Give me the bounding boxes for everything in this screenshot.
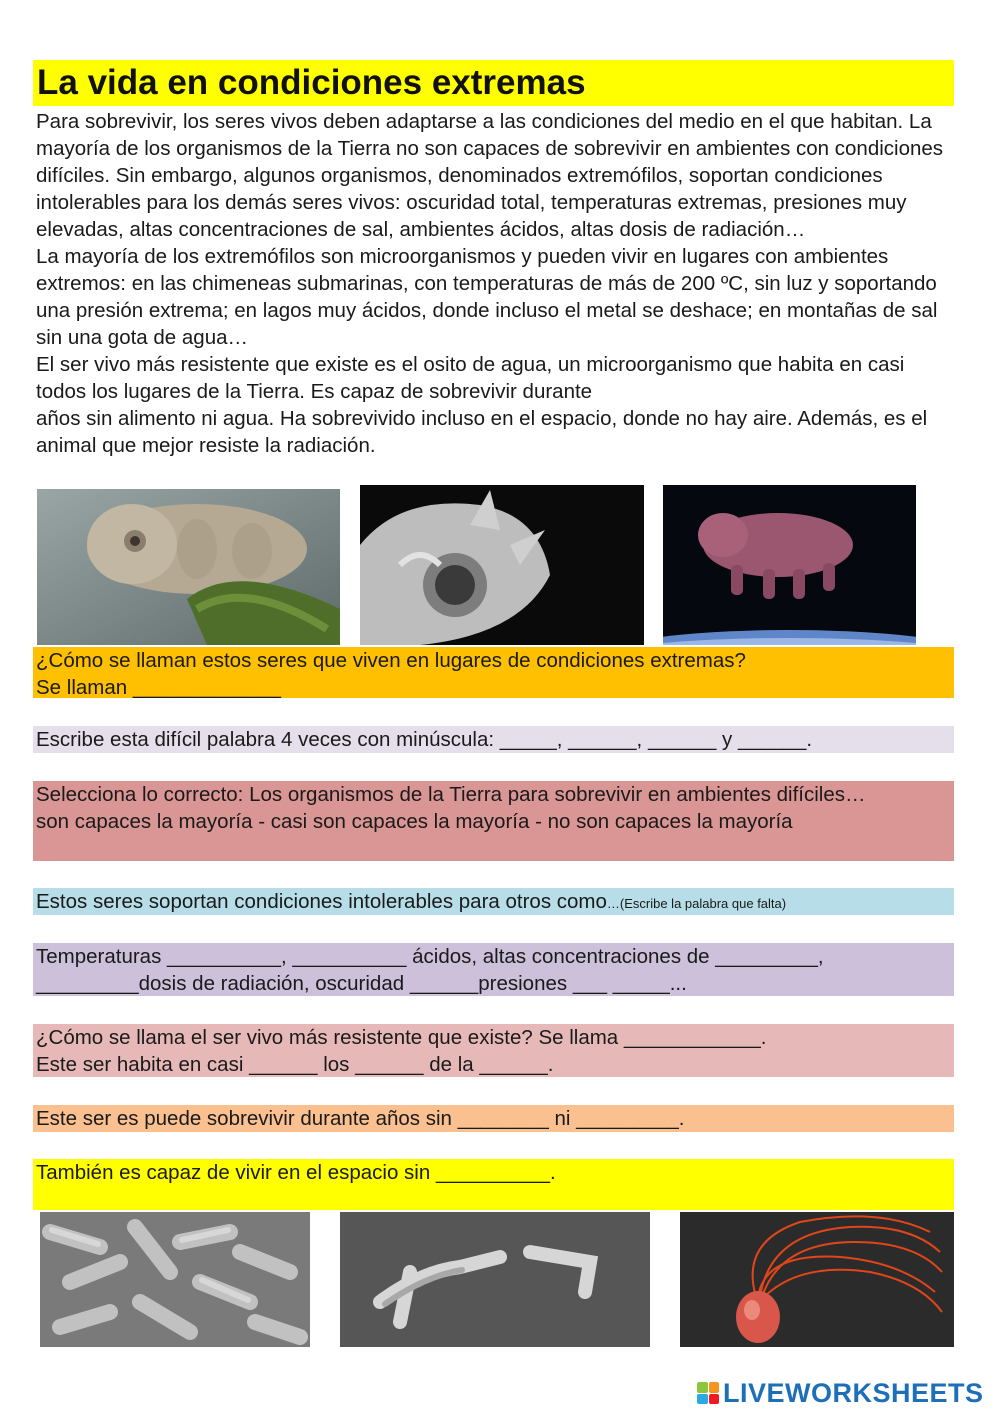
answer-field-word-four-times[interactable]: Escribe esta difícil palabra 4 veces con minúscula: _____, ______, ______ y ______. [36, 728, 813, 751]
answer-field-extremophiles[interactable]: Se llaman _____________ [36, 676, 282, 699]
answer-field-survive-without[interactable]: Este ser es puede sobrevivir durante años sin ________ ni _________. [36, 1107, 685, 1130]
answer-field-space[interactable]: También es capaz de vivir en el espacio sin __________. [36, 1161, 556, 1184]
question-text: Selecciona lo correcto: Los organismos de la Tierra para sobrevivir en ambientes difíciles… [36, 783, 866, 806]
tardigrade-moss-photo [37, 489, 340, 645]
select-options[interactable]: son capaces la mayoría - casi son capaces la mayoría - no son capaces la mayoría [36, 810, 793, 833]
question-conditions [33, 943, 954, 996]
hint-text: …(Escribe la palabra que falta) [606, 896, 787, 911]
answer-field-conditions-line1[interactable]: Temperaturas __________, __________ ácidos, altas concentraciones de _________, [36, 945, 824, 968]
question-missing-word [33, 888, 954, 915]
flagellated-bacterium-photo [680, 1212, 954, 1347]
question-select-correct [33, 781, 954, 861]
logo-icon [697, 1382, 719, 1404]
question-most-resistant [33, 1024, 954, 1077]
answer-field-missing-word[interactable]: Estos seres soportan condiciones intolerables para otros como [36, 890, 607, 913]
question-write-word [33, 726, 954, 753]
question-space [33, 1159, 954, 1210]
page-title: La vida en condiciones extremas [33, 60, 954, 106]
question-name-extremophiles [33, 647, 954, 698]
intro-paragraph-3: El ser vivo más resistente que existe es el osito de agua, un microorganismo que habita en casi todos los lugares de la Tierra. Es capaz de sobrevivir durante [36, 353, 905, 403]
tardigrade-space-photo [663, 485, 916, 645]
intro-paragraph-4: años sin alimento ni agua. Ha sobrevivido incluso en el espacio, donde no hay aire. Además, es el animal que mejor resiste la radiación. [36, 407, 928, 457]
logo-text: LIVEWORKSHEETS [723, 1377, 984, 1408]
answer-field-habitat[interactable]: Este ser habita en casi ______ los ______ de la ______. [36, 1053, 554, 1076]
liveworksheets-logo [697, 1378, 984, 1408]
question-text: ¿Cómo se llaman estos seres que viven en lugares de condiciones extremas? [36, 649, 746, 672]
answer-field-conditions-line2[interactable]: _________dosis de radiación, oscuridad ______presiones ___ _____... [36, 972, 687, 995]
intro-paragraph-1: Para sobrevivir, los seres vivos deben adaptarse a las condiciones del medio en el que habitan. La mayoría de los organismos de la Tierra no son capaces de sobrevivir en ambientes con condiciones difíciles. Sin embargo, algunos organismos, denominados extremófilos, soportan condiciones intolerables para los demás seres vivos: oscuridad total, temperaturas extremas, presiones muy elevadas, altas concentraciones de sal, ambientes ácidos, altas dosis de radiación… [36, 110, 944, 241]
intro-paragraph-2: La mayoría de los extremófilos son microorganismos y pueden vivir en lugares con ambientes extremos: en las chimeneas submarinas, con temperaturas de más de 200 ºC, sin luz y soportando una presión extrema; en lagos muy ácidos, donde incluso el metal se deshace; en montañas de sal sin una gota de agua… [36, 245, 938, 349]
bacilli-sem-photo [340, 1212, 650, 1347]
intro-text [36, 108, 956, 459]
tardigrade-sem-photo [360, 485, 644, 645]
answer-field-most-resistant[interactable]: ¿Cómo se llama el ser vivo más resistente que existe? Se llama ____________. [36, 1026, 767, 1049]
question-survive-without [33, 1105, 954, 1132]
bacteria-cluster-photo [40, 1212, 310, 1347]
